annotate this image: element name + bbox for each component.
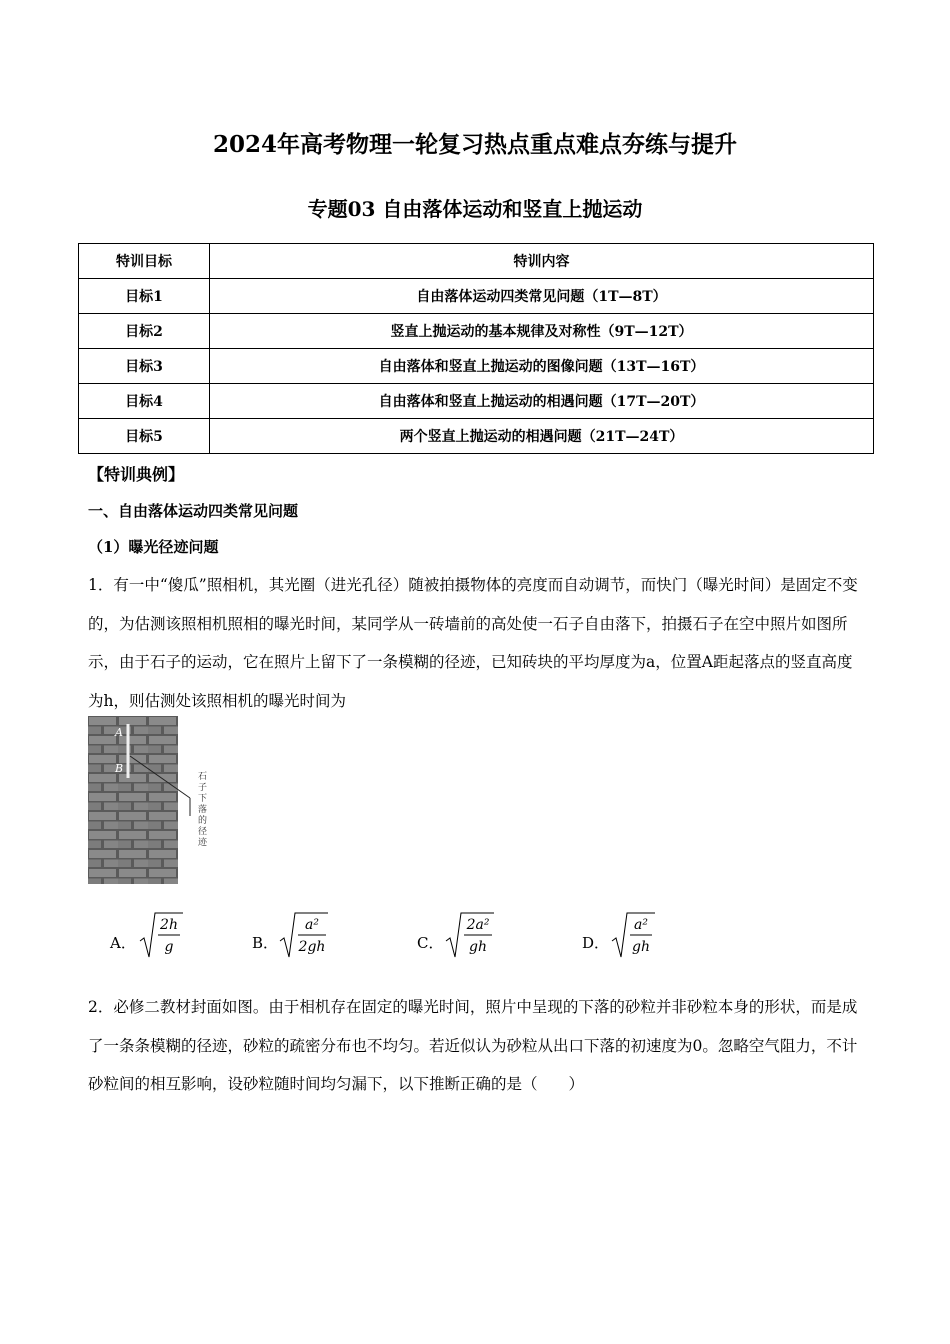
caption-char: 迹 [198, 838, 208, 848]
option-letter: D． [582, 934, 610, 952]
numerator: a² [305, 917, 319, 933]
denominator: g [164, 939, 174, 955]
table-row [79, 419, 874, 454]
denominator: gh [469, 939, 487, 955]
document-subtitle: 专题03 自由落体运动和竖直上抛运动 [307, 197, 643, 221]
question-1-text: 1．有一中“傻瓜”照相机，其光圈（进光孔径）随被拍摄物体的亮度而自动调节，而快门（曝光时间）是固定不变的，为估测该照相机照相的曝光时间，某同学从一砖墙前的高处使一石子自由落下，拍摄石子在空中照片如图所示，由于石子的运动，它在照片上留下了一条模糊的径迹，已知砖块的平均厚度为a，位置A距起落点的竖直高度为h，则估测处该照相机的曝光时间为 [88, 576, 858, 710]
option-d[interactable] [582, 911, 672, 961]
table-cell-target: 目标1 [79, 279, 210, 314]
table-header-cell: 特训目标 [79, 244, 210, 279]
numerator: 2h [160, 917, 178, 933]
table-cell-content: 竖直上抛运动的基本规律及对称性（9T—12T） [210, 314, 874, 349]
subsection-title: （1）曝光径迹问题 [88, 538, 219, 556]
trace-caption [198, 771, 208, 848]
label-b: B [115, 762, 124, 775]
table-row [79, 349, 874, 384]
caption-char: 的 [198, 816, 208, 826]
table-cell-content: 自由落体和竖直上抛运动的相遇问题（17T—20T） [210, 384, 874, 419]
caption-char: 落 [198, 805, 208, 815]
option-b[interactable] [252, 911, 352, 961]
table-header-row [79, 244, 874, 279]
sqrt-fraction [278, 911, 348, 961]
numerator: a² [634, 917, 648, 933]
option-a[interactable] [110, 911, 200, 961]
example-heading: 【特训典例】 [88, 465, 185, 484]
document-title: 2024年高考物理一轮复习热点重点难点夯练与提升 [212, 131, 737, 158]
targets-table [78, 243, 874, 454]
label-a: A [115, 726, 123, 739]
sqrt-fraction [138, 911, 198, 961]
table-row [79, 384, 874, 419]
option-letter: A． [110, 934, 136, 952]
table-cell-target: 目标3 [79, 349, 210, 384]
brick-wall-photo [88, 716, 228, 886]
caption-char: 子 [198, 783, 208, 793]
table-cell-target: 目标2 [79, 314, 210, 349]
option-letter: C． [417, 934, 444, 952]
sqrt-fraction [610, 911, 670, 961]
caption-char: 下 [198, 794, 208, 804]
question-2-text: 2．必修二教材封面如图。由于相机存在固定的曝光时间，照片中呈现的下落的砂粒并非砂粒本身的形状，而是成了一条条模糊的径迹，砂粒的疏密分布也不均匀。若近似认为砂粒从出口下落的初速度为0。忽略空气阻力，不计砂粒间的相互影响，设砂粒随时间均匀漏下，以下推断正确的是（ ） [88, 998, 858, 1093]
table-row [79, 314, 874, 349]
denominator: gh [632, 939, 650, 955]
table-cell-target: 目标4 [79, 384, 210, 419]
table-row [79, 279, 874, 314]
table-cell-content: 两个竖直上抛运动的相遇问题（21T—24T） [210, 419, 874, 454]
denominator: 2gh [298, 939, 326, 955]
caption-char: 径 [198, 827, 208, 837]
table-cell-target: 目标5 [79, 419, 210, 454]
caption-char: 石 [198, 772, 208, 782]
brick-wall [88, 716, 178, 884]
table-cell-content: 自由落体运动四类常见问题（1T—8T） [210, 279, 874, 314]
sqrt-fraction [444, 911, 514, 961]
table-header-cell: 特训内容 [210, 244, 874, 279]
table-cell-content: 自由落体和竖直上抛运动的图像问题（13T—16T） [210, 349, 874, 384]
option-c[interactable] [417, 911, 517, 961]
numerator: 2a² [466, 917, 490, 933]
section-title: 一、自由落体运动四类常见问题 [88, 502, 299, 520]
option-letter: B． [252, 934, 279, 952]
